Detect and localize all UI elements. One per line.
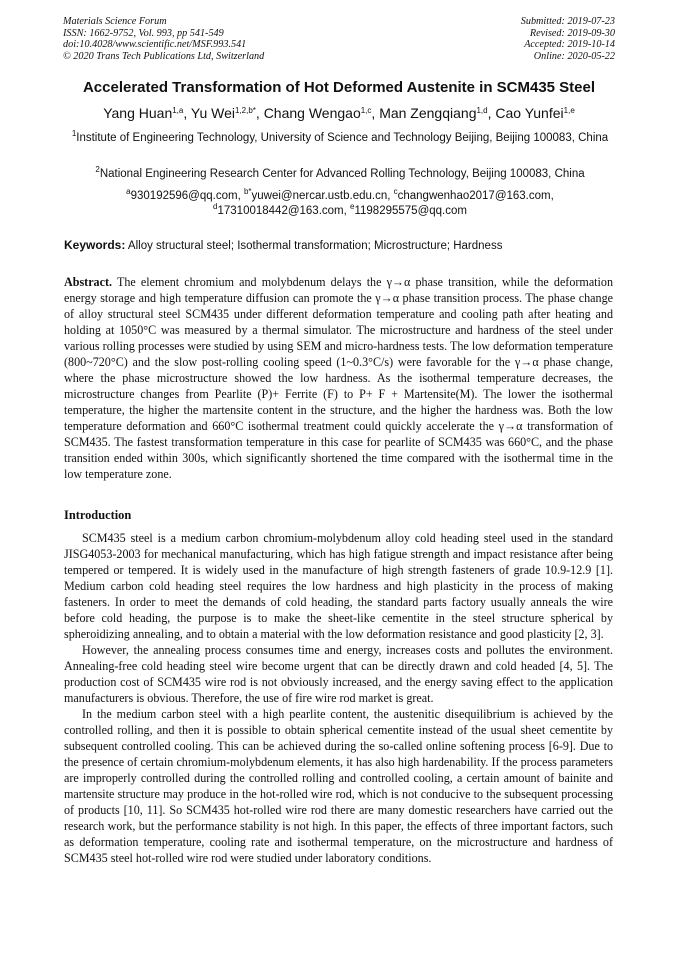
intro-paragraph: In the medium carbon steel with a high pearlite content, the austenitic disequilibrium is achieved by the controlled rolling, and then it is possible to obtain spherical cementite instead of the usual sheet cementite by subsequent controlled cooling. This can be achieved during the so-called online softening process [6-9]. Due to the presence of certain chromium-molybdenum elements, it has also high hardenability. If the process parameters are improperly controlled during the controlled rolling and controlled cooling, a certain amount of bainite and martensite structure may produce in the hot-rolled wire rod, which is not conducive to the subsequent processing of products [10, 11]. So SCM435 hot-rolled wire rod there are many domestic researchers have carried out the research work, but the performance stability is not high. In this paper, the effects of three important factors, such as deformation temperature, cooling rate and isothermal temperature, on the microstructure and hardness of SCM435 steel hot-rolled wire rod were studied under laboratory conditions. (64, 707, 613, 865)
copyright-line: © 2020 Trans Tech Publications Ltd, Switzerland (63, 50, 265, 62)
abstract-text: The element chromium and molybdenum delays the γ→α phase transition, while the deformation energy storage and high temperature diffusion can promote the γ→α phase transition process. The phase change of alloy structural steel SCM435 under different deformation temperature and cooling path after heating and holding at 1050°C was measured by a thermal simulator. The microstructure and hardness of the steel under various rolling processes were studied by using SEM and micro-hardness tests. The low deformation temperature (800~720°C) and the slow post-rolling cooling speed (1~0.3°C/s) were favorable for the γ→α phase change, where the phase microstructure showed the low hardness. As the isothermal temperature decreases, the microstructure changes from Pearlite (P)+ Ferrite (F) to P+ F + Martensite(M). The lower the isothermal temperature, the higher the martensite content in the structure, and the higher the hardness was. Both the low temperature deformation and 660°C isothermal treatment could quickly accelerate the γ→α transformation of SCM435. The fastest transformation temperature in this case for pearlite of SCM435 was 660°C, and the phase transition ended within 300s, which significantly shortened the time compared with the isothermal time in the low temperature zone. (64, 275, 613, 481)
affiliation-2: $^2$National Engineering Research Center for Advanced Rolling Technology, Beijing 100083, China (95, 165, 585, 180)
intro-paragraph: However, the annealing process consumes time and energy, increases costs and pollutes the environment. Annealing-free cold heading steel wire become urgent that can be directly drawn and cold headed [4, 5]. The production cost of SCM435 wire rod is not obviously increased, and the energy saving effect to the application manufacturers is obvious. Therefore, the use of fire wire rod market is great. (64, 643, 613, 705)
dates-block (521, 16, 615, 62)
author-list (30, 105, 648, 121)
author: Yu Wei$^{1,2,b*}$, (190, 105, 264, 121)
keywords-label: Keywords: (64, 238, 126, 252)
email-link[interactable]: $^c$changwenhao2017@163.com, (393, 187, 554, 202)
introduction-body (64, 530, 613, 866)
doi-line[interactable]: doi:10.4028/www.scientific.net/MSF.993.541 (63, 39, 247, 51)
online-date: Online: 2020-05-22 (533, 50, 615, 62)
keywords-line (64, 238, 502, 252)
abstract-paragraph (64, 274, 613, 482)
author: Cao Yunfei$^{1,e}$ (495, 105, 575, 121)
paper-title: Accelerated Transformation of Hot Deformed Austenite in SCM435 Steel (82, 79, 596, 96)
issn-line: ISSN: 1662-9752, Vol. 993, pp 541-549 (63, 27, 224, 39)
author: Man Zengqiang$^{1,d}$, (379, 105, 496, 121)
accepted-date: Accepted: 2019-10-14 (524, 39, 615, 51)
author: Yang Huan$^{1,a}$, (103, 105, 191, 121)
email-link[interactable]: $^e$1198295575@qq.com (350, 201, 467, 217)
submitted-date: Submitted: 2019-07-23 (520, 16, 615, 27)
author-emails (80, 189, 600, 218)
email-link[interactable]: $^d$17310018442@163.com, (213, 201, 351, 217)
affiliation-1: $^1$Institute of Engineering Technology, University of Science and Technology Beijing, Beijing 100083, China (71, 129, 609, 144)
journal-name: Materials Science Forum (63, 16, 167, 27)
author: Chang Wengao$^{1,c}$, (263, 105, 380, 121)
abstract-label: Abstract. (64, 275, 113, 289)
revised-date: Revised: 2019-09-30 (529, 27, 615, 39)
journal-info-block (63, 16, 264, 62)
intro-paragraph: SCM435 steel is a medium carbon chromium-molybdenum alloy cold heading steel used in the standard JISG4053-2003 for mechanical manufacturing, which has high fatigue strength and impact resistance after being tempered or tempered. It is widely used in the manufacture of high strength fasteners of grade 10.9-12.9 [1]. Medium carbon cold heading steel requires the low hardness and high plasticity in the process of making fasteners. In order to meet the demands of cold heading, the standard parts factory usually anneals the wire before cold heading, the purpose is to make the sheet-like cementite in the steel structure spherical by spheroidizing annealing, and to obtain a material with the low deformation resistance and good plasticity [2, 3]. (64, 531, 613, 641)
keywords-text: Alloy structural steel; Isothermal transformation; Microstructure; Hardness (127, 240, 503, 252)
email-link[interactable]: $^{b*}$yuwei@nercar.ustb.edu.cn, (243, 187, 394, 202)
introduction-heading: Introduction (64, 508, 132, 522)
email-link[interactable]: $^a$930192596@qq.com, (126, 187, 244, 202)
